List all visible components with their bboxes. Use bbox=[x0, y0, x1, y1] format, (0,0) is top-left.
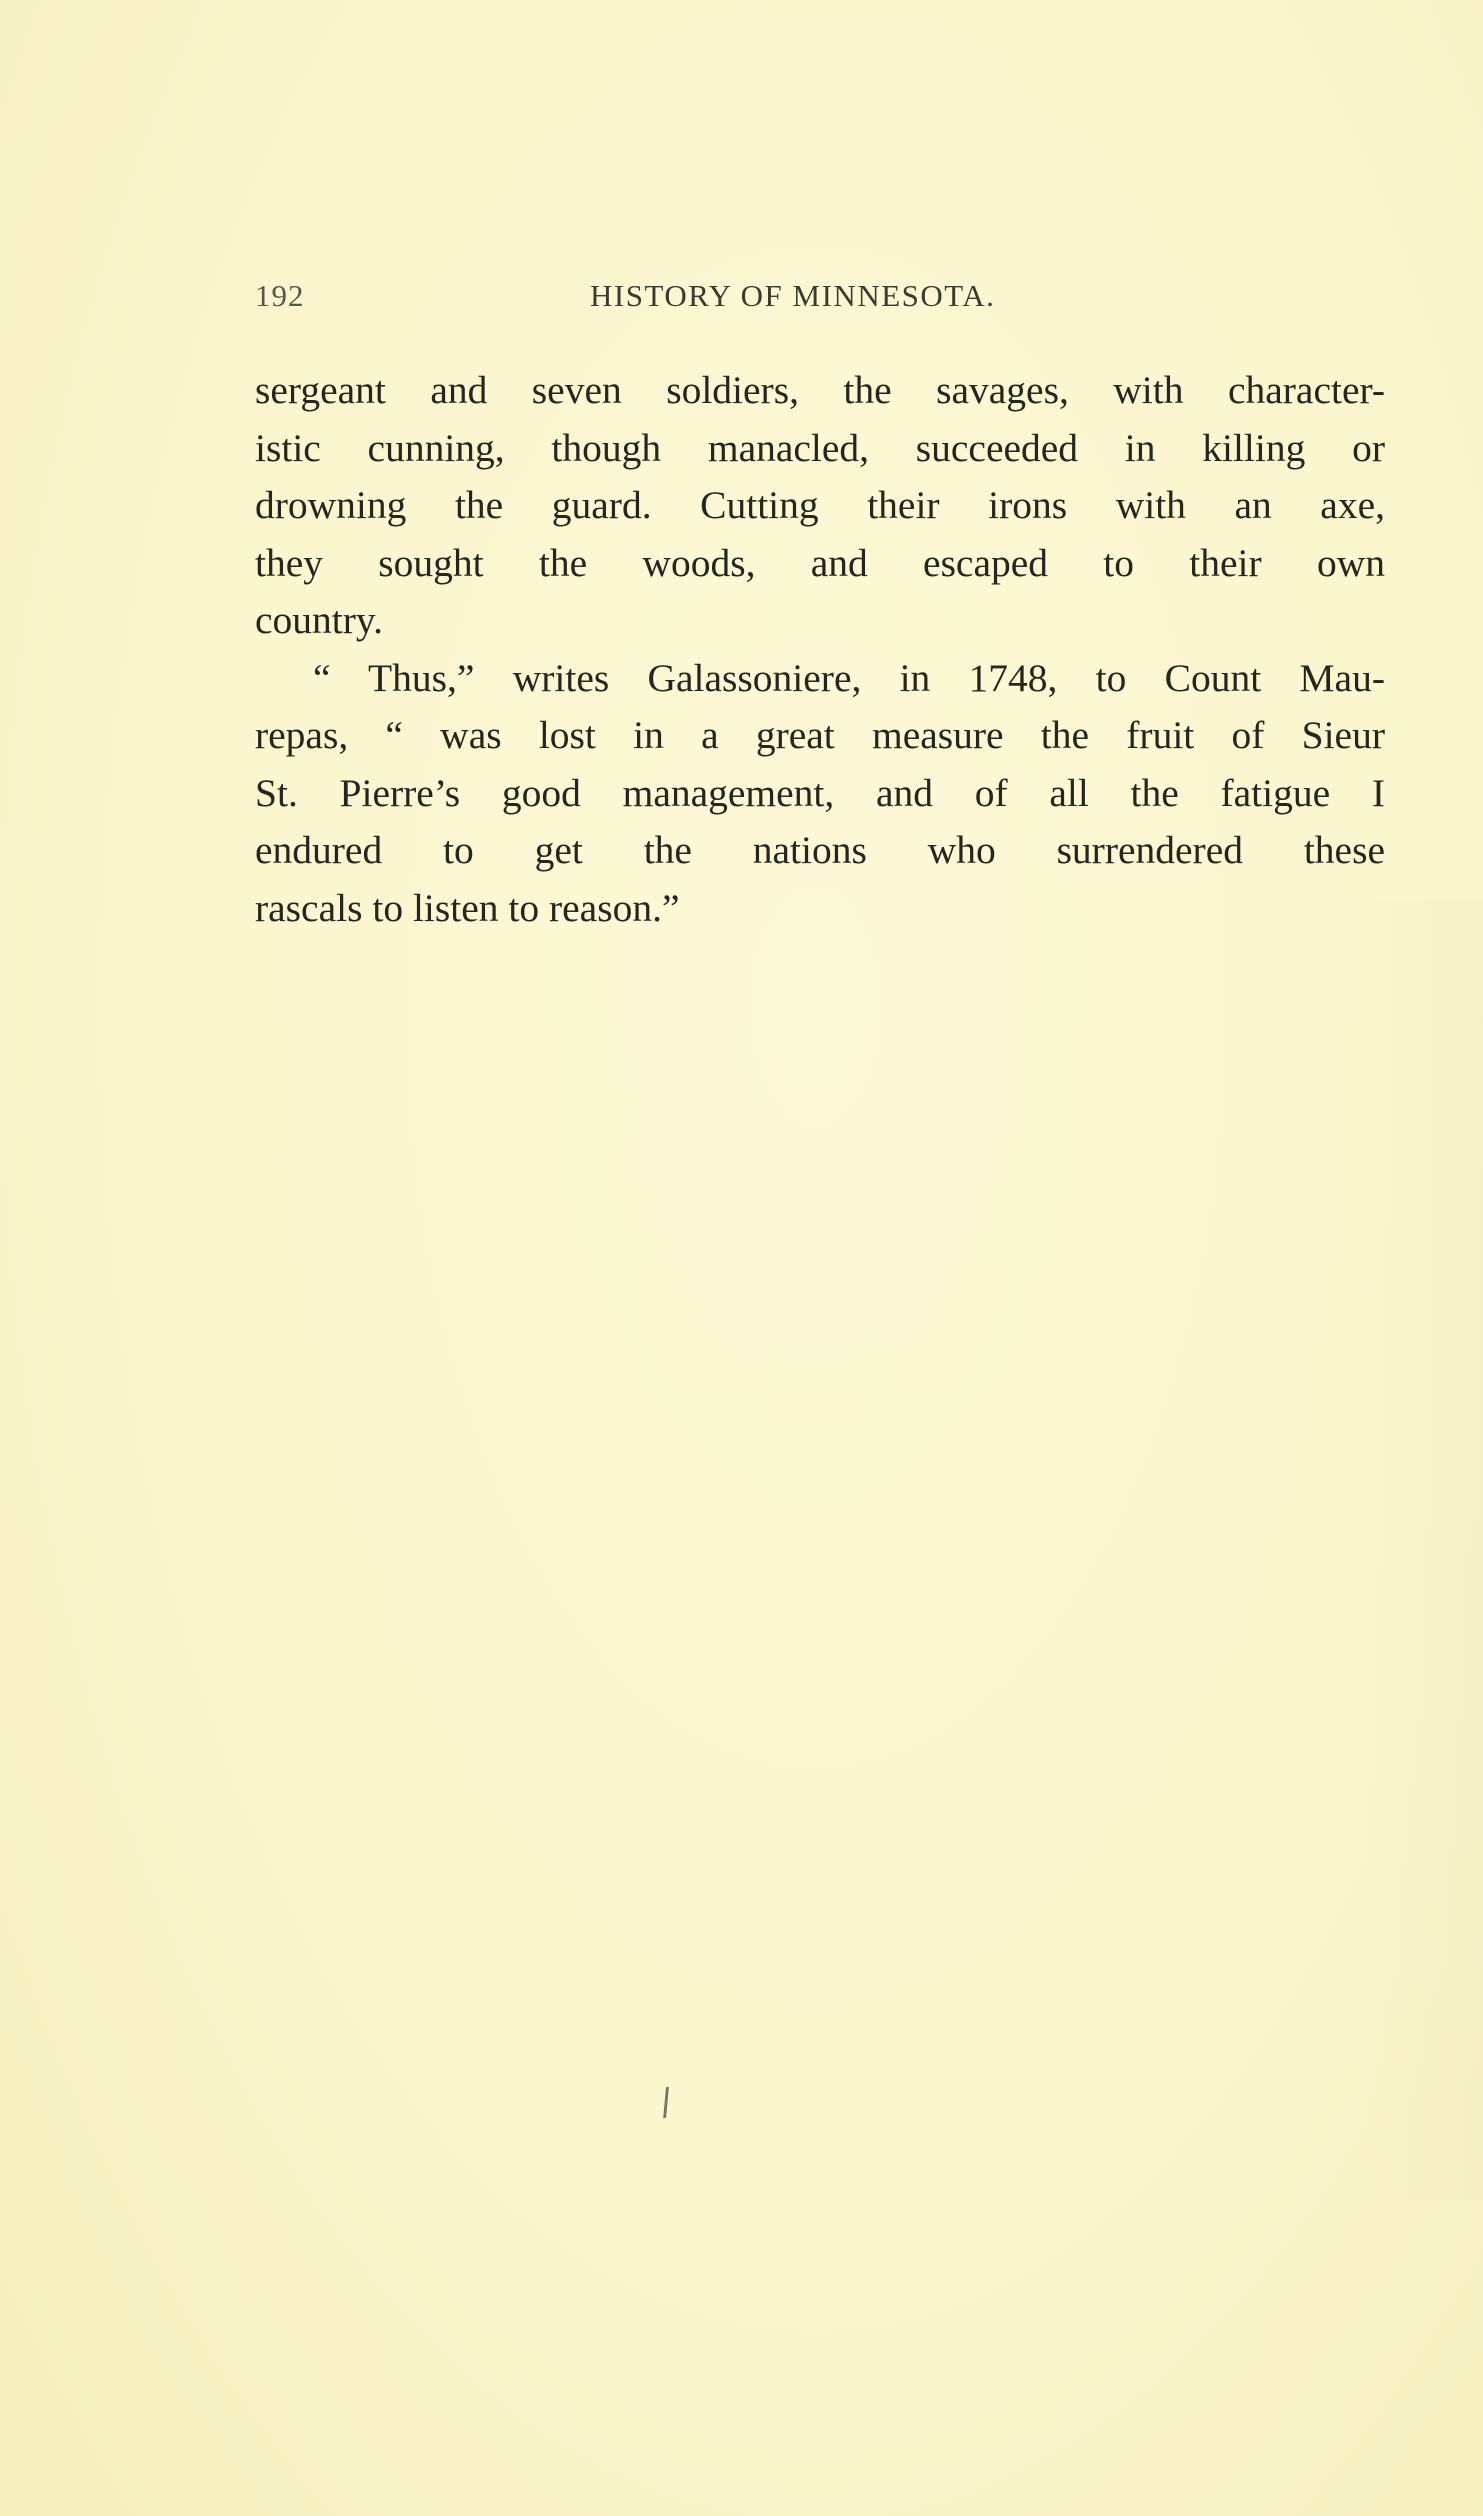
text-line: country. bbox=[255, 598, 383, 642]
text-line: they sought the woods, and escaped to their own bbox=[255, 540, 1385, 585]
paragraph bbox=[255, 362, 1385, 650]
text-line: istic cunning, though manacled, succeeded in killing or bbox=[255, 425, 1385, 470]
stray-pencil-mark: / bbox=[655, 2081, 677, 2124]
running-head bbox=[255, 278, 1385, 322]
text-line: sergeant and seven soldiers, the savages, with character- bbox=[255, 368, 1385, 412]
text-line: “ Thus,” writes Galassoniere, in 1748, to Count Mau- bbox=[313, 655, 1385, 700]
page-edge-shadow bbox=[1363, 900, 1483, 2200]
page-title: HISTORY OF MINNESOTA. bbox=[590, 278, 996, 313]
text-line: St. Pierre’s good management, and of all the fatigue I bbox=[255, 770, 1385, 815]
body-text bbox=[255, 362, 1385, 937]
paragraph bbox=[255, 650, 1385, 938]
text-line: endured to get the nations who surrendered these bbox=[255, 828, 1385, 872]
page-number: 192 bbox=[255, 278, 305, 313]
text-line: repas, “ was lost in a great measure the fruit of Sieur bbox=[255, 713, 1385, 757]
text-line: drowning the guard. Cutting their irons with an axe, bbox=[255, 483, 1385, 527]
text-line: rascals to listen to reason.” bbox=[255, 885, 680, 930]
